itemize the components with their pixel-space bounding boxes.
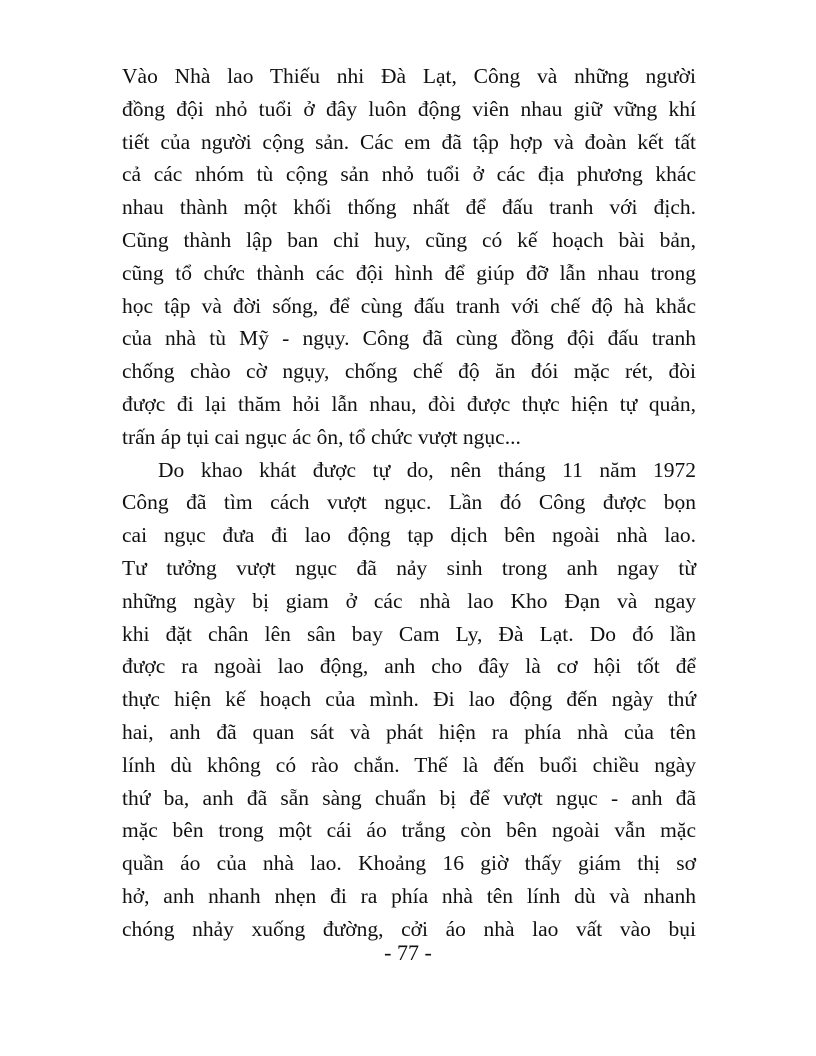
text-line: những ngày bị giam ở các nhà lao Kho Đạn và ngay <box>122 588 696 613</box>
text-line: cai ngục đưa đi lao động tạp dịch bên ngoài nhà lao. <box>122 523 696 548</box>
text-line: quần áo của nhà lao. Khoảng 16 giờ thấy giám thị sơ <box>122 851 696 876</box>
text-line: Công đã tìm cách vượt ngục. Lần đó Công được bọn <box>122 490 696 515</box>
text-line: Do khao khát được tự do, nên tháng 11 năm 1972 <box>158 457 696 482</box>
text-line: cũng tổ chức thành các đội hình để giúp đỡ lẫn nhau trong <box>122 260 696 285</box>
text-line: thực hiện kế hoạch của mình. Đi lao động đến ngày thứ <box>122 687 696 712</box>
text-line: được ra ngoài lao động, anh cho đây là cơ hội tốt để <box>122 654 696 679</box>
text-line: hai, anh đã quan sát và phát hiện ra phía nhà của tên <box>122 719 696 744</box>
text-line: được đi lại thăm hỏi lẫn nhau, đòi được thực hiện tự quản, <box>122 391 696 416</box>
text-line: đồng đội nhỏ tuổi ở đây luôn động viên nhau giữ vững khí <box>122 96 696 121</box>
text-line: Cũng thành lập ban chỉ huy, cũng có kế hoạch bài bản, <box>122 227 696 252</box>
text-line: trấn áp tụi cai ngục ác ôn, tổ chức vượt ngục... <box>122 424 521 449</box>
text-line: học tập và đời sống, để cùng đấu tranh với chế độ hà khắc <box>122 293 696 318</box>
text-line: cả các nhóm tù cộng sản nhỏ tuổi ở các địa phương khác <box>122 162 696 187</box>
page-number: - 77 - <box>384 940 432 965</box>
text-line: nhau thành một khối thống nhất để đấu tranh với địch. <box>122 195 696 220</box>
text-line: hở, anh nhanh nhẹn đi ra phía nhà tên lính dù và nhanh <box>122 883 696 908</box>
text-line: Vào Nhà lao Thiếu nhi Đà Lạt, Công và những người <box>122 64 696 88</box>
text-line: chóng nhảy xuống đường, cởi áo nhà lao vất vào bụi <box>122 916 696 941</box>
text-line: chống chào cờ ngụy, chống chế độ ăn đói mặc rét, đòi <box>122 359 696 384</box>
text-line: thứ ba, anh đã sẵn sàng chuẩn bị để vượt ngục - anh đã <box>122 785 696 810</box>
text-line: lính dù không có rào chắn. Thế là đến buổi chiều ngày <box>122 752 696 777</box>
text-line: của nhà tù Mỹ - ngụy. Công đã cùng đồng đội đấu tranh <box>122 326 696 351</box>
text-line: mặc bên trong một cái áo trắng còn bên ngoài vẫn mặc <box>122 818 696 843</box>
body-text <box>122 60 696 946</box>
text-line: khi đặt chân lên sân bay Cam Ly, Đà Lạt. Do đó lần <box>122 621 696 646</box>
text-line: tiết của người cộng sản. Các em đã tập hợp và đoàn kết tất <box>122 129 696 154</box>
text-line: Tư tưởng vượt ngục đã nảy sinh trong anh ngay từ <box>122 555 696 580</box>
